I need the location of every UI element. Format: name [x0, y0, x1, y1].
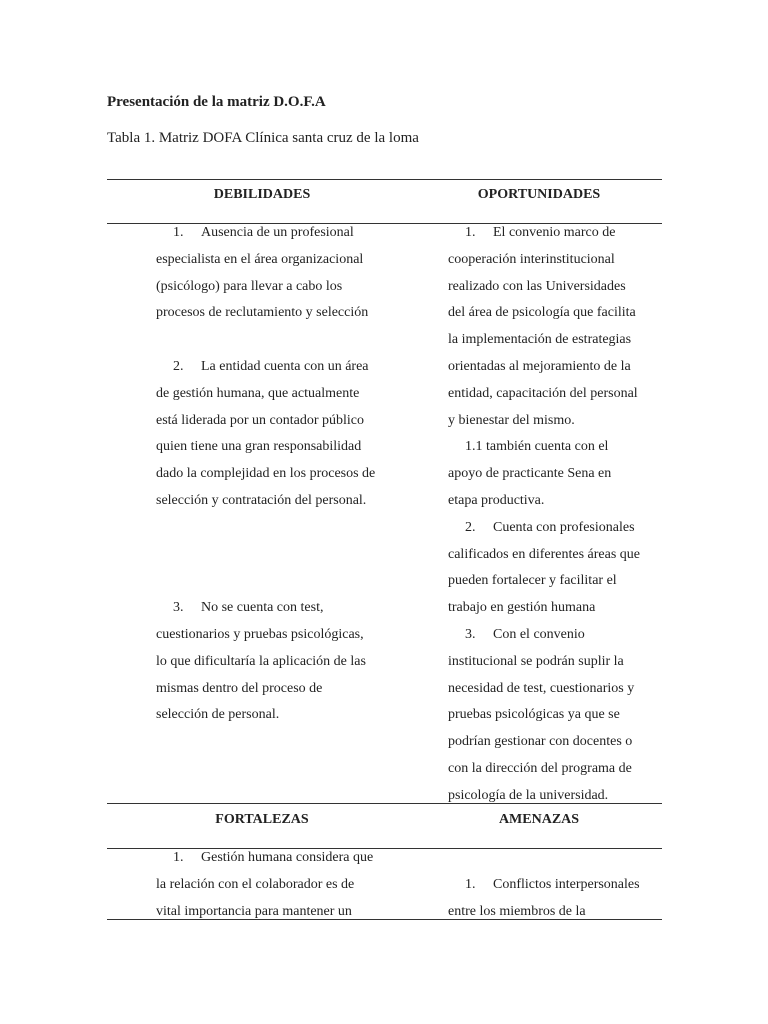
list-text: Cuenta con profesionales: [493, 519, 635, 535]
table-caption: Tabla 1. Matriz DOFA Clínica santa cruz de la loma: [107, 130, 419, 146]
header-fortalezas: FORTALEZAS: [215, 812, 309, 827]
blank-line: [156, 542, 375, 569]
list-number: 1.: [173, 225, 184, 240]
list-text: etapa productiva.: [448, 492, 545, 508]
list-text: lo que dificultaría la aplicación de las: [156, 653, 366, 669]
list-text: vital importancia para mantener un: [156, 903, 352, 919]
list-text: cuestionarios y pruebas psicológicas,: [156, 626, 364, 642]
header-debilidades: DEBILIDADES: [213, 187, 311, 202]
oportunidades-item-3-line: [448, 542, 640, 569]
debilidades-item-1-line: [156, 220, 375, 247]
list-text: calificados en diferentes áreas que: [448, 546, 641, 562]
list-text: con la dirección del programa de: [448, 760, 632, 776]
debilidades-item-1-line: [156, 300, 375, 327]
list-text: Conflictos interpersonales: [493, 877, 640, 892]
list-text: orientadas al mejoramiento de la: [448, 358, 631, 374]
debilidades-item-2-line: [156, 461, 375, 488]
debilidades-item-3-line: [156, 595, 375, 622]
section-divider-rule: [107, 803, 662, 804]
list-text: La entidad cuenta con un área: [201, 358, 369, 374]
oportunidades-item-1-line: [448, 274, 640, 301]
oportunidades-item-1-line: [448, 220, 640, 247]
debilidades-item-3-line: [156, 649, 375, 676]
list-text: institucional se podrán suplir la: [448, 653, 624, 669]
list-text: pruebas psicológicas ya que se: [448, 707, 620, 723]
debilidades-item-2-line: [156, 408, 375, 435]
oportunidades-item-1-line: [448, 408, 640, 435]
list-number: 1.: [465, 225, 476, 240]
oportunidades-item-4-line: [448, 676, 640, 703]
list-text: Ausencia de un profesional: [201, 225, 354, 240]
list-number: 3.: [465, 626, 476, 642]
oportunidades-item-1-line: [448, 327, 640, 354]
oportunidades-item-3-line: [448, 568, 640, 595]
amenazas-item-1-line: [448, 872, 640, 899]
section-heading: Presentación de la matriz D.O.F.A: [107, 94, 326, 110]
list-text: 1.1 también cuenta con el: [465, 439, 609, 455]
header-oportunidades: OPORTUNIDADES: [477, 187, 601, 202]
table-bottom-rule: [107, 919, 662, 920]
oportunidades-item-2-line: [448, 461, 640, 488]
list-text: selección y contratación del personal.: [156, 492, 367, 508]
list-text: está liderada por un contador público: [156, 412, 364, 428]
debilidades-item-2-line: [156, 488, 375, 515]
oportunidades-item-2-line: [448, 434, 640, 461]
fortalezas-item-1-line: [156, 899, 373, 926]
oportunidades-item-4-line: [448, 622, 640, 649]
list-text: la implementación de estrategias: [448, 332, 632, 348]
debilidades-cell: [156, 220, 375, 729]
list-text: Gestión humana considera que: [201, 850, 374, 865]
oportunidades-item-4-line: [448, 729, 640, 756]
header-amenazas: AMENAZAS: [498, 812, 580, 827]
list-text: pueden fortalecer y facilitar el: [448, 573, 617, 589]
oportunidades-item-1-line: [448, 381, 640, 408]
oportunidades-item-4-line: [448, 756, 640, 783]
list-text: cooperación interinstitucional: [448, 251, 615, 267]
list-text: realizado con las Universidades: [448, 278, 626, 294]
list-text: la relación con el colaborador es de: [156, 876, 355, 892]
list-text: especialista en el área organizacional: [156, 251, 364, 267]
table-top-rule: [107, 179, 662, 180]
oportunidades-item-4-line: [448, 649, 640, 676]
oportunidades-cell: [448, 220, 640, 810]
debilidades-item-1-line: [156, 274, 375, 301]
debilidades-item-1-line: [156, 247, 375, 274]
list-text: dado la complejidad en los procesos de: [156, 466, 376, 482]
list-text: mismas dentro del proceso de: [156, 680, 323, 696]
amenazas-item-1-line: [448, 899, 640, 926]
list-text: procesos de reclutamiento y selección: [156, 305, 369, 321]
list-text: psicología de la universidad.: [448, 787, 609, 803]
list-text: entre los miembros de la: [448, 903, 586, 919]
oportunidades-item-1-line: [448, 247, 640, 274]
list-text: trabajo en gestión humana: [448, 600, 596, 616]
debilidades-item-2-line: [156, 381, 375, 408]
list-number: 3.: [173, 600, 184, 616]
blank-line: [156, 327, 375, 354]
fortalezas-item-1-line: [156, 845, 373, 872]
list-text: No se cuenta con test,: [201, 600, 324, 616]
list-text: selección de personal.: [156, 707, 280, 723]
list-text: (psicólogo) para llevar a cabo los: [156, 278, 343, 294]
fortalezas-cell: [156, 845, 373, 925]
debilidades-item-3-line: [156, 676, 375, 703]
list-number: 1.: [465, 877, 476, 892]
fortalezas-item-1-line: [156, 872, 373, 899]
oportunidades-item-4-line: [448, 783, 640, 810]
list-number: 2.: [173, 358, 184, 374]
list-text: y bienestar del mismo.: [448, 412, 575, 428]
list-text: Con el convenio: [493, 626, 585, 642]
debilidades-item-2-line: [156, 434, 375, 461]
list-text: apoyo de practicante Sena en: [448, 466, 612, 482]
list-text: quien tiene una gran responsabilidad: [156, 439, 362, 455]
oportunidades-item-1-line: [448, 354, 640, 381]
debilidades-item-3-line: [156, 702, 375, 729]
list-text: necesidad de test, cuestionarios y: [448, 680, 635, 696]
oportunidades-item-1-line: [448, 300, 640, 327]
list-text: de gestión humana, que actualmente: [156, 385, 360, 401]
list-text: entidad, capacitación del personal: [448, 385, 638, 401]
oportunidades-item-4-line: [448, 702, 640, 729]
blank-line: [156, 568, 375, 595]
amenazas-cell: [448, 872, 640, 926]
list-text: del área de psicología que facilita: [448, 305, 636, 321]
blank-line: [156, 515, 375, 542]
debilidades-item-2-line: [156, 354, 375, 381]
list-text: podrían gestionar con docentes o: [448, 734, 633, 750]
oportunidades-item-3-line: [448, 595, 640, 622]
oportunidades-item-3-line: [448, 515, 640, 542]
oportunidades-item-2-line: [448, 488, 640, 515]
debilidades-item-3-line: [156, 622, 375, 649]
list-number: 1.: [173, 850, 184, 865]
list-text: El convenio marco de: [493, 225, 616, 240]
list-number: 2.: [465, 519, 476, 535]
